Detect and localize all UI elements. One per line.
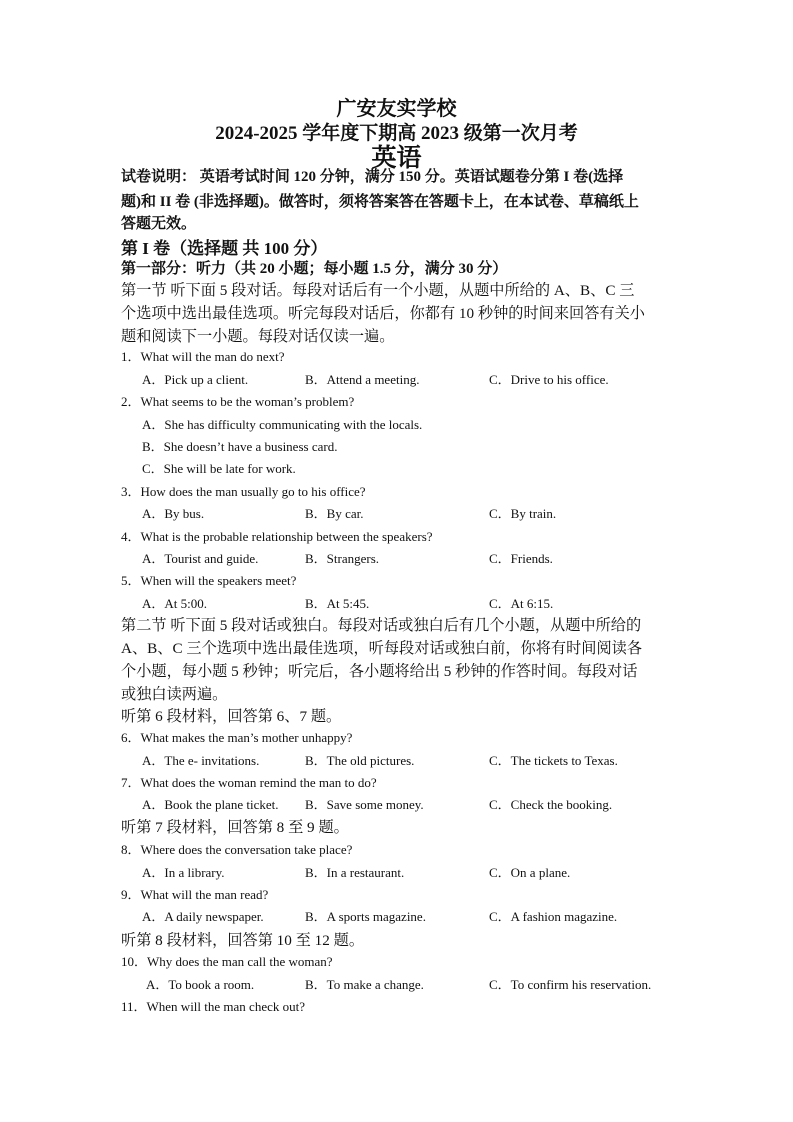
section-instructions-line: A、B、C 三个选项中选出最佳选项，听每段对话或独白前，你将有时间阅读各 [121,640,643,657]
option-c: C．By train. [489,506,557,521]
option-a: A．By bus. [142,506,205,521]
material-heading: 听第 7 段材料，回答第 8 至 9 题。 [121,819,349,836]
question-stem: 11．When will the man check out? [121,999,305,1014]
option-c: C．Friends. [489,551,553,566]
option-b: B．Save some money. [305,797,424,812]
option-b: B．To make a change. [305,977,424,992]
material-heading: 听第 6 段材料，回答第 6、7 题。 [121,708,342,725]
option-b: B．She doesn’t have a business card. [142,439,338,454]
option-b: B．A sports magazine. [305,909,426,924]
option-b: B．In a restaurant. [305,865,405,880]
option-c: C．At 6:15. [489,596,554,611]
option-a: A．A daily newspaper. [142,909,264,924]
option-a: A．She has difficulty communicating with the locals. [142,417,423,432]
question-stem: 4．What is the probable relationship between the speakers? [121,529,433,544]
option-b: B．At 5:45. [305,596,370,611]
option-b: B．By car. [305,506,364,521]
subject-title: 英语 [371,145,422,172]
option-c: C．To confirm his reservation. [489,977,652,992]
question-stem: 1．What will the man do next? [121,349,285,364]
instructions-line: 试卷说明： 英语考试时间 120 分钟，满分 150 分。英语试题卷分第 I 卷(选择 [121,169,624,185]
section-instructions-line: 个选项中选出最佳选项。听完每段对话后，你都有 10 秒钟的时间来回答有关小 [121,305,645,322]
exam-title: 2024-2025 学年度下期高 2023 级第一次月考 [215,123,578,144]
question-stem: 10．Why does the man call the woman? [121,954,333,969]
option-b: B．Attend a meeting. [305,372,420,387]
option-a: A．The e- invitations. [142,753,260,768]
section-instructions-line: 或独白读两遍。 [121,686,228,703]
instructions-line: 题)和 II 卷 (非选择题)。做答时，须将答案答在答题卡上，在本试卷、草稿纸上 [121,194,639,210]
section-instructions-line: 第二节 听下面 5 段对话或独白。每段对话或独白后有几个小题，从题中所给的 [121,617,642,634]
option-a: A．At 5:00. [142,596,208,611]
option-c: C．On a plane. [489,865,571,880]
option-b: B．Strangers. [305,551,380,566]
question-stem: 5．When will the speakers meet? [121,573,297,588]
volume-title: 第 I 卷（选择题 共 100 分） [121,239,328,258]
option-a: A．Book the plane ticket. [142,797,279,812]
option-c: C．Check the booking. [489,797,613,812]
part-title: 第一部分：听力（共 20 小题；每小题 1.5 分，满分 30 分） [121,261,508,277]
option-c: C．The tickets to Texas. [489,753,618,768]
question-stem: 9．What will the man read? [121,887,269,902]
option-c: C．She will be late for work. [142,461,296,476]
section-instructions-line: 个小题，每小题 5 秒钟；听完后，各小题将给出 5 秒钟的作答时间。每段对话 [121,663,638,680]
question-stem: 6．What makes the man’s mother unhappy? [121,730,353,745]
option-c: C．A fashion magazine. [489,909,618,924]
school-name: 广安友实学校 [336,98,457,120]
question-stem: 7．What does the woman remind the man to do? [121,775,377,790]
option-a: A．In a library. [142,865,225,880]
option-a: A．To book a room. [146,977,255,992]
section-instructions-line: 题和阅读下一小题。每段对话仅读一遍。 [121,328,395,345]
option-a: A．Tourist and guide. [142,551,259,566]
option-c: C．Drive to his office. [489,372,609,387]
instructions-line: 答题无效。 [121,216,197,232]
question-stem: 8．Where does the conversation take place? [121,842,353,857]
material-heading: 听第 8 段材料，回答第 10 至 12 题。 [121,932,364,949]
option-b: B．The old pictures. [305,753,415,768]
option-a: A．Pick up a client. [142,372,249,387]
question-stem: 2．What seems to be the woman’s problem? [121,394,355,409]
section-instructions-line: 第一节 听下面 5 段对话。每段对话后有一个小题，从题中所给的 A、B、C 三 [121,282,635,299]
question-stem: 3．How does the man usually go to his office? [121,484,366,499]
